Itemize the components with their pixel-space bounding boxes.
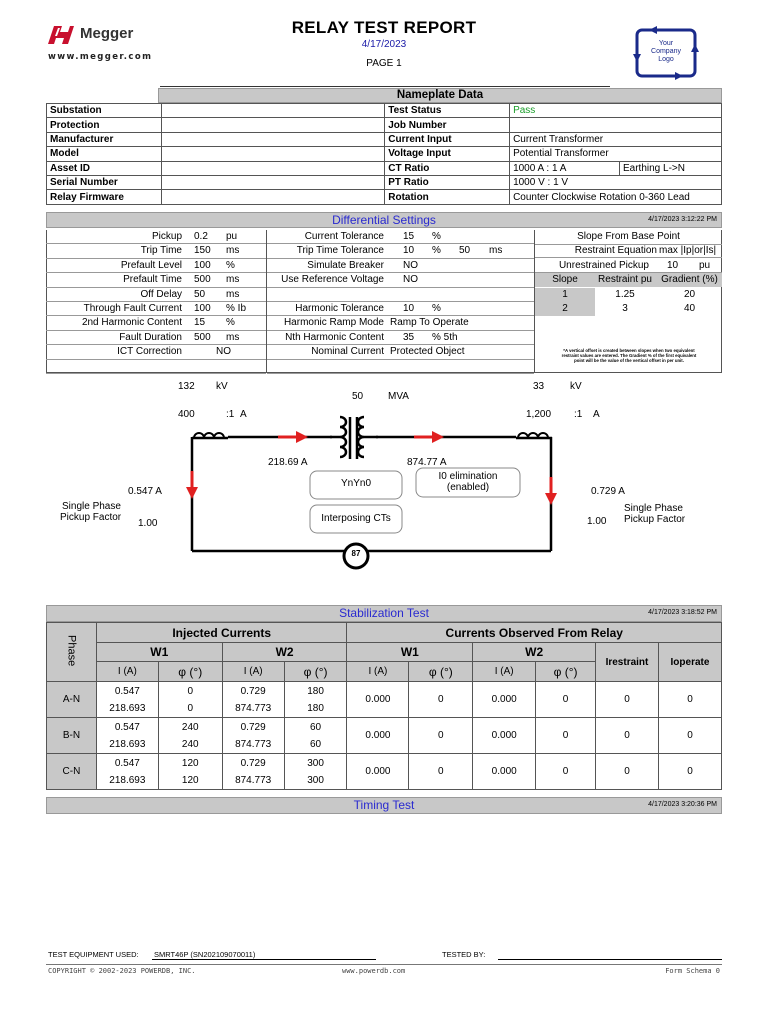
nameplate-right-value: 1000 A : 1 A	[510, 161, 620, 175]
nameplate-left-value	[161, 175, 384, 189]
right-factor: 1.00	[587, 516, 607, 527]
nameplate-left-label: Manufacturer	[47, 132, 162, 146]
slope-restraint: 3	[622, 303, 628, 315]
differential-timestamp: 4/17/2023 3:12:22 PM	[648, 216, 717, 223]
brand-url: www.megger.com	[48, 52, 153, 62]
restraint-equation-value: max |Ip|or|Is|	[659, 245, 717, 256]
power-transformer-icon	[330, 415, 378, 459]
observed-w1-current: 0.000	[347, 754, 409, 790]
observed-w2-current: 0.000	[473, 754, 536, 790]
nameplate-left-value	[161, 132, 384, 146]
injected-w1-current: 0.547 218.693	[96, 682, 158, 718]
nameplate-right-label: Voltage Input	[385, 147, 510, 161]
injected-w2-angle: 180 180	[284, 682, 347, 718]
injected-w2-current: 0.729 874.773	[222, 754, 284, 790]
slope-note: *A vertical offset is created between slopes when two equivalent restraint values are entered. The Gradient % of the first equivalent point will be the value of the vertical offset in per unit.	[561, 348, 697, 363]
stabilization-row	[47, 718, 722, 754]
slope-header-row	[535, 273, 722, 287]
injected-w2-angle: 300 300	[284, 754, 347, 790]
setting-unit: %	[432, 245, 441, 257]
right-ct-unit: A	[593, 409, 600, 420]
setting-label: Prefault Time	[123, 274, 182, 286]
setting-row	[267, 331, 534, 345]
equipment-rule	[152, 959, 376, 960]
setting-value: 50	[194, 288, 206, 300]
left-ct-primary: 400	[178, 409, 195, 420]
setting-label: Harmonic Ramp Mode	[283, 317, 384, 329]
observed-w1-header: W1	[347, 643, 473, 662]
setting-label: Off Delay	[140, 288, 182, 300]
nameplate-left-label: Substation	[47, 104, 162, 118]
slope-number: 1	[535, 288, 595, 302]
phi-header: φ (°)	[536, 662, 596, 682]
diagram-lines	[46, 375, 722, 575]
phase-header: Phase	[47, 623, 97, 682]
setting-row	[46, 331, 266, 345]
i-header: I (A)	[222, 662, 284, 682]
nameplate-right-value: Counter Clockwise Rotation 0-360 Lead	[510, 190, 722, 204]
stabilization-row	[47, 682, 722, 718]
injected-w1-current: 0.547 218.693	[96, 754, 158, 790]
nameplate-left-value	[161, 118, 384, 132]
setting-label: Use Reference Voltage	[281, 274, 384, 286]
setting-value: 500	[194, 331, 211, 343]
nameplate-row	[47, 175, 722, 189]
setting-label: Trip Time Tolerance	[296, 245, 384, 257]
observed-header: Currents Observed From Relay	[347, 623, 722, 643]
nameplate-right-value	[510, 118, 722, 132]
observed-w1-current: 0.000	[347, 718, 409, 754]
nameplate-row	[47, 104, 722, 118]
slope-row	[535, 302, 722, 316]
stabilization-table	[46, 622, 722, 790]
setting-row	[46, 244, 266, 258]
setting-row	[46, 288, 266, 302]
setting-value: Ramp To Operate	[390, 317, 469, 329]
setting-label: Through Fault Current	[83, 303, 182, 314]
irestraint-cell: 0	[596, 718, 659, 754]
setting-row	[46, 316, 266, 330]
nameplate-right-value: Pass	[510, 104, 722, 118]
header-rule	[160, 86, 610, 87]
setting-row	[46, 230, 266, 244]
irestraint-cell: 0	[596, 682, 659, 718]
left-kv-unit: kV	[216, 381, 228, 392]
observed-w2-current: 0.000	[473, 718, 536, 754]
setting-label	[267, 288, 384, 302]
i0-line1: I0 elimination	[438, 471, 498, 482]
setting-label: Simulate Breaker	[307, 259, 384, 271]
equipment-label: TEST EQUIPMENT USED:	[48, 950, 139, 959]
observed-w2-header: W2	[473, 643, 596, 662]
nameplate-right-value: Current Transformer	[510, 132, 722, 146]
right-ct-sep: :1	[574, 409, 583, 420]
nameplate-left-label: Relay Firmware	[47, 190, 162, 204]
observed-w2-angle: 0	[536, 682, 596, 718]
vector-group: YnYn0	[340, 478, 372, 489]
relay-code: 87	[351, 549, 361, 558]
phase-cell: B-N	[47, 718, 97, 754]
differential-title: Differential Settings	[332, 213, 436, 227]
setting-unit: ms	[226, 288, 240, 300]
stabilization-title-bar	[46, 605, 722, 622]
left-pickup: 0.547 A	[128, 486, 162, 497]
setting-unit: pu	[226, 231, 238, 242]
setting-unit: %	[226, 317, 235, 329]
right-sp-line2: Pickup Factor	[624, 514, 686, 525]
nameplate-right-label: Job Number	[385, 118, 510, 132]
injected-w2-header: W2	[222, 643, 347, 662]
setting-label: Prefault Level	[120, 259, 182, 271]
current-arrow-left-icon	[278, 431, 308, 443]
i-header: I (A)	[96, 662, 158, 682]
phi-header: φ (°)	[284, 662, 347, 682]
company-logo-text: Your Company Logo	[651, 40, 681, 63]
ioperate-header: Ioperate	[658, 643, 721, 682]
left-ct-sep: :1	[226, 409, 235, 420]
setting-row	[267, 302, 534, 316]
setting-value: 100	[194, 259, 211, 271]
setting-label: Pickup	[151, 231, 182, 242]
setting-label: Nominal Current	[311, 346, 384, 358]
injected-w1-current: 0.547 218.693	[96, 718, 158, 754]
footer-rule	[46, 964, 722, 965]
nameplate-left-value	[161, 190, 384, 204]
left-sp-line1: Single Phase	[62, 501, 121, 512]
observed-w1-current: 0.000	[347, 682, 409, 718]
setting-row	[267, 244, 534, 258]
nameplate-right-label: CT Ratio	[385, 161, 510, 175]
timing-timestamp: 4/17/2023 3:20:36 PM	[648, 801, 717, 808]
setting-unit-2: ms	[489, 245, 503, 257]
right-ct-icon	[516, 431, 552, 439]
setting-label: Harmonic Tolerance	[295, 303, 384, 314]
setting-row	[267, 360, 534, 374]
nameplate-left-label: Serial Number	[47, 175, 162, 189]
mva-unit: MVA	[388, 391, 409, 402]
tested-by-rule	[498, 959, 722, 960]
restraint-pu-header: Restraint pu	[598, 274, 652, 285]
phi-header: φ (°)	[409, 662, 473, 682]
setting-row	[267, 230, 534, 244]
left-current: 218.69 A	[268, 457, 308, 468]
setting-label: Trip Time	[140, 245, 182, 257]
injected-header: Injected Currents	[96, 623, 347, 643]
setting-unit: % 5th	[432, 331, 458, 343]
ioperate-cell: 0	[658, 718, 721, 754]
ioperate-cell: 0	[658, 754, 721, 790]
injected-w2-angle: 60 60	[284, 718, 347, 754]
setting-value: 10	[403, 303, 415, 314]
unrestrained-value: 10	[667, 260, 679, 271]
setting-label: 2nd Harmonic Content	[81, 317, 182, 329]
setting-row	[267, 288, 534, 302]
injected-w2-current: 0.729 874.773	[222, 682, 284, 718]
page-number: PAGE 1	[366, 58, 402, 69]
footer-url: www.powerdb.com	[342, 967, 406, 975]
observed-w2-angle: 0	[536, 718, 596, 754]
setting-value: 0.2	[194, 231, 208, 242]
setting-label: Nth Harmonic Content	[285, 331, 384, 343]
report-title: RELAY TEST REPORT	[291, 18, 477, 37]
nameplate-left-value	[161, 147, 384, 161]
unrestrained-row	[535, 259, 722, 273]
setting-value: 10	[403, 245, 415, 257]
timing-title: Timing Test	[353, 798, 415, 812]
copyright: COPYRIGHT © 2002-2023 POWERDB, INC.	[48, 967, 196, 975]
injected-w1-angle: 240 240	[158, 718, 222, 754]
setting-label: ICT Correction	[117, 346, 182, 358]
setting-row	[267, 273, 534, 287]
unrestrained-unit: pu	[699, 260, 711, 271]
nameplate-right-value: 1000 V : 1 V	[510, 175, 722, 189]
report-date: 4/17/2023	[361, 39, 407, 50]
slope-gradient: 20	[683, 289, 696, 300]
stabilization-timestamp: 4/17/2023 3:18:52 PM	[648, 609, 717, 616]
right-ct-primary: 1,200	[526, 409, 552, 420]
slope-number: 2	[535, 302, 595, 316]
irestraint-cell: 0	[596, 754, 659, 790]
irestraint-header: Irestraint	[596, 643, 659, 682]
differential-settings	[46, 230, 722, 373]
left-ct-icon	[192, 431, 228, 439]
nameplate-row	[47, 190, 722, 204]
form-schema: Form Schema 0	[665, 967, 720, 975]
left-kv: 132	[178, 381, 195, 392]
nameplate-right-value: Potential Transformer	[510, 147, 722, 161]
observed-w1-angle: 0	[409, 718, 473, 754]
nameplate-right-label: PT Ratio	[385, 175, 510, 189]
right-sp-line1: Single Phase	[624, 503, 683, 514]
phi-header: φ (°)	[158, 662, 222, 682]
unrestrained-label: Unrestrained Pickup	[558, 260, 649, 271]
setting-value: NO	[403, 259, 418, 271]
mva-value: 50	[352, 391, 364, 402]
phase-cell: A-N	[47, 682, 97, 718]
nameplate-left-label: Protection	[47, 118, 162, 132]
nameplate-row	[47, 147, 722, 161]
injected-w1-angle: 0 0	[158, 682, 222, 718]
injected-w2-current: 0.729 874.773	[222, 718, 284, 754]
slope-base: Slope From Base Point	[535, 230, 722, 245]
nameplate-title: Nameplate Data	[396, 89, 484, 101]
left-ct-unit: A	[240, 409, 247, 420]
injected-w1-angle: 120 120	[158, 754, 222, 790]
report-header	[0, 0, 768, 90]
setting-row	[46, 302, 266, 316]
interposing-label: Interposing CTs	[321, 513, 391, 524]
nameplate-left-label: Asset ID	[47, 161, 162, 175]
current-arrow-right-icon	[414, 431, 444, 443]
slope-header: Slope	[552, 274, 578, 285]
setting-row	[46, 273, 266, 287]
nameplate-row	[47, 161, 722, 175]
brand-name: Megger	[80, 25, 134, 42]
restraint-equation-row	[535, 244, 722, 258]
observed-w2-angle: 0	[536, 754, 596, 790]
setting-row	[267, 316, 534, 330]
i-header: I (A)	[347, 662, 409, 682]
right-current: 874.77 A	[407, 457, 447, 468]
nameplate-title-bar	[158, 88, 722, 103]
setting-unit: %	[432, 231, 441, 242]
slope-gradient: 40	[683, 303, 696, 315]
pickup-arrow-left-icon	[186, 471, 198, 499]
setting-unit: ms	[226, 245, 240, 257]
nameplate-right-label: Current Input	[385, 132, 510, 146]
setting-value: NO	[403, 274, 418, 286]
nameplate-table	[46, 103, 722, 205]
setting-unit: %	[432, 303, 441, 314]
equipment-value: SMRT46P (SN202109070011)	[154, 950, 256, 959]
restraint-equation-label: Restraint Equation	[574, 245, 657, 256]
setting-row	[267, 345, 534, 359]
setting-unit: %	[226, 259, 235, 271]
setting-row	[46, 360, 266, 374]
setting-value: 150	[194, 245, 211, 257]
phase-cell: C-N	[47, 754, 97, 790]
setting-label: Current Tolerance	[304, 231, 384, 242]
injected-w1-header: W1	[96, 643, 222, 662]
observed-w2-current: 0.000	[473, 682, 536, 718]
i-header: I (A)	[473, 662, 536, 682]
setting-unit: ms	[226, 331, 240, 343]
setting-row	[46, 345, 266, 359]
setting-value: 500	[194, 274, 211, 286]
timing-title-bar	[46, 797, 722, 814]
nameplate-right-label: Rotation	[385, 190, 510, 204]
gradient-header: Gradient (%)	[661, 274, 718, 285]
right-kv: 33	[533, 381, 545, 392]
company-logo	[631, 26, 701, 80]
stabilization-row	[47, 754, 722, 790]
left-sp-line2: Pickup Factor	[60, 512, 122, 523]
slope-restraint: 1.25	[615, 289, 635, 300]
slope-row	[535, 288, 722, 302]
setting-value: 100	[194, 303, 211, 314]
setting-unit: ms	[226, 274, 240, 286]
differential-title-bar	[46, 212, 722, 228]
setting-unit: % Ib	[226, 303, 247, 314]
transformer-diagram	[46, 375, 722, 575]
nameplate-left-label: Model	[47, 147, 162, 161]
right-kv-unit: kV	[570, 381, 582, 392]
nameplate-row	[47, 118, 722, 132]
tested-by-label: TESTED BY:	[442, 950, 486, 959]
pickup-arrow-right-icon	[545, 477, 557, 505]
right-pickup: 0.729 A	[591, 486, 625, 497]
setting-row	[267, 259, 534, 273]
setting-value: 35	[403, 331, 415, 343]
setting-row	[46, 259, 266, 273]
nameplate-left-value	[161, 104, 384, 118]
setting-value: Protected Object	[390, 346, 465, 358]
observed-w1-angle: 0	[409, 682, 473, 718]
nameplate-left-value	[161, 161, 384, 175]
stabilization-title: Stabilization Test	[339, 606, 429, 620]
observed-w1-angle: 0	[409, 754, 473, 790]
left-factor: 1.00	[138, 518, 158, 529]
setting-value-2: 50	[459, 245, 471, 257]
nameplate-extra-value: Earthing L->N	[620, 161, 722, 175]
nameplate-right-label: Test Status	[385, 104, 510, 118]
setting-value: NO	[216, 346, 231, 358]
i0-line2: (enabled)	[446, 482, 490, 493]
setting-label: Fault Duration	[119, 331, 182, 343]
setting-value: 15	[194, 317, 206, 329]
ioperate-cell: 0	[658, 682, 721, 718]
setting-value: 15	[403, 231, 415, 242]
nameplate-row	[47, 132, 722, 146]
